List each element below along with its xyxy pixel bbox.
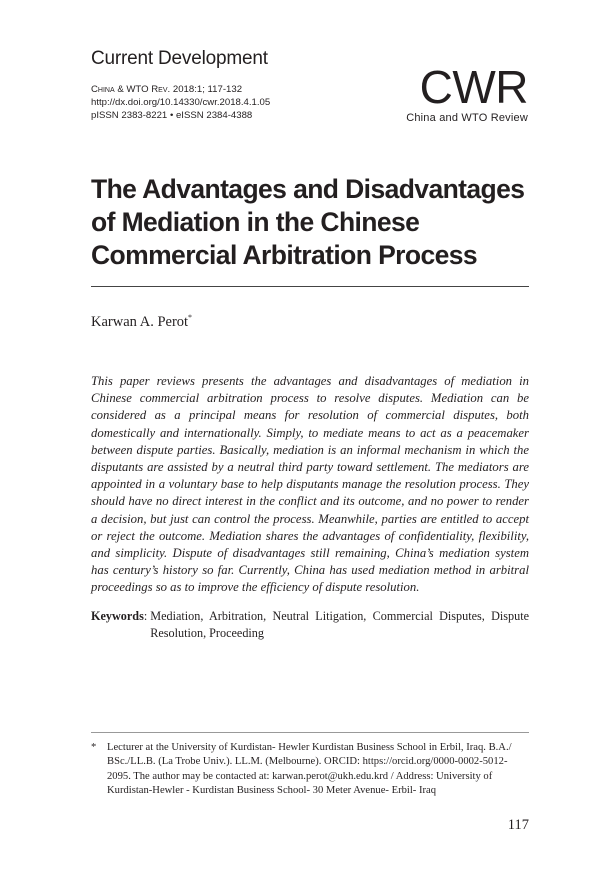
- citation: 2018:1; 117-132: [172, 84, 243, 95]
- footnote-text: Lecturer at the University of Kurdistan- Hewler Kurdistan Business School in Erbil, Iraq. B.A./ BSc./LL.B. (La Trobe Univ.). LL.M. (Melbourne). ORCID: https://orcid.org/0000-0002-5012-2095. The author may be contacted at: karwan.perot@ukh.edu.krd / Address: University of Kurdistan-Hewler - Kurdistan Business School- 30 Meter Avenue- Erbil- Iraq: [107, 742, 512, 797]
- author-footnote-mark: *: [188, 313, 193, 322]
- keywords-label: Keywords: [91, 609, 144, 623]
- keywords-block: Keywords: Mediation, Arbitration, Neutral Litigation, Commercial Disputes, Dispute Resolution, Proceeding: [91, 608, 529, 642]
- issn: pISSN 2383-8221 • eISSN 2384-4388: [91, 110, 253, 121]
- logo-subtitle: China and WTO Review: [406, 112, 528, 124]
- logo-mark: CWR: [419, 61, 528, 113]
- author-name: Karwan A. Perot: [91, 313, 189, 330]
- section-label: Current Development: [91, 48, 268, 69]
- footnote: [91, 741, 529, 799]
- citation-block: [91, 83, 270, 122]
- page-number: 117: [507, 817, 529, 833]
- abstract: This paper reviews presents the advantages and disadvantages of mediation in Chinese commercial arbitration process to resolve disputes. Mediation can be considered as a principal means for resolution of commercial disputes, both domestically and internationally. Simply, to mediate means to act as a peacemaker between dispute parties. Basically, mediation is an informal mechanism in which the disputants are assisted by a neutral third party toward settlement. The mediators are appointed in a voluntary base to help disputants manage the resolution process. They should have no direct interest in the conflict and its outcome, and no power to render a decision, but just can control the process. Meanwhile, parties are entitled to accept or reject the outcome. Mediation shares the advantages of confidentiality, flexibility, and simplicity. Dispute of disadvantages still remaining, China’s mediation system has century’s history so far. Currently, China has used mediation method in arbitral proceedings so as to improve the efficiency of dispute resolution.: [91, 374, 529, 595]
- author: [91, 313, 192, 331]
- footnote-divider: [91, 732, 529, 733]
- journal-abbrev: China & WTO Rev.: [91, 84, 171, 95]
- journal-logo: [380, 61, 528, 124]
- footnote-mark: *: [91, 742, 97, 753]
- citation-line: [91, 83, 270, 96]
- title-divider: [91, 286, 529, 287]
- doi: http://dx.doi.org/10.14330/cwr.2018.4.1.05: [91, 97, 271, 108]
- keywords-list: Mediation, Arbitration, Neutral Litigation, Commercial Disputes, Dispute Resolution, Proceeding: [150, 609, 529, 641]
- article-title: The Advantages and Disadvantages of Mediation in the Chinese Commercial Arbitration Process: [91, 174, 525, 270]
